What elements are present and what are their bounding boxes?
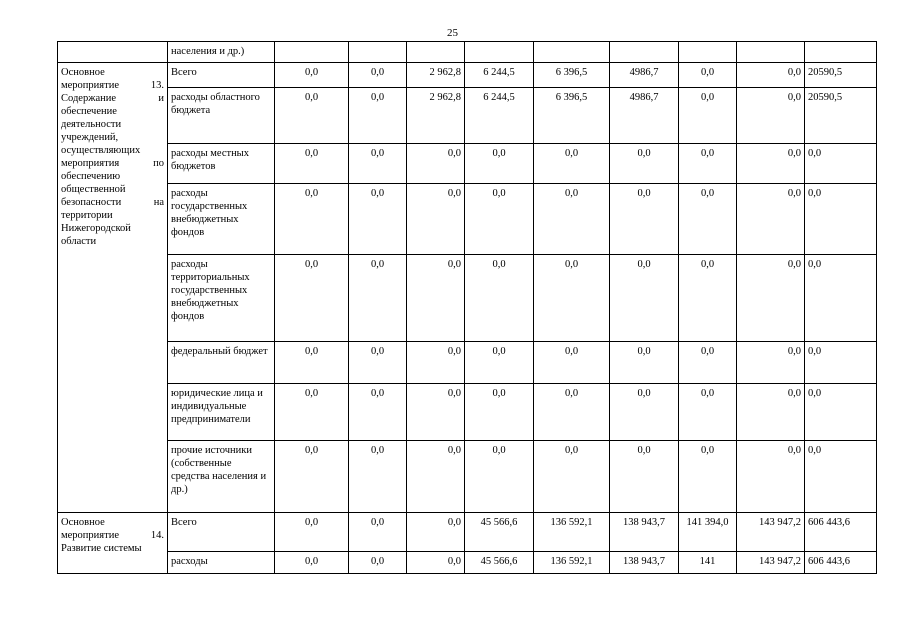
page-number: 25 bbox=[447, 27, 458, 39]
value-cell: 0,0 bbox=[275, 184, 349, 255]
value-cell: 0,0 bbox=[610, 441, 679, 513]
value-cell: 0,0 bbox=[349, 88, 407, 144]
value-cell: 0,0 bbox=[679, 342, 737, 384]
funding-source-cell: федеральный бюджет bbox=[168, 342, 275, 384]
value-cell: 0,0 bbox=[679, 144, 737, 184]
value-cell: 0,0 bbox=[737, 342, 805, 384]
table-row bbox=[58, 63, 877, 88]
value-cell: 136 592,1 bbox=[534, 513, 610, 552]
value-cell: 0,0 bbox=[534, 441, 610, 513]
funding-source-cell: расходы территориальных государственных внебюджетных фондов bbox=[168, 255, 275, 342]
value-cell: 0,0 bbox=[275, 88, 349, 144]
value-cell: 0,0 bbox=[534, 255, 610, 342]
value-cell: 0,0 bbox=[737, 184, 805, 255]
funding-source-cell: юридические лица и индивидуальные предприниматели bbox=[168, 384, 275, 441]
table-row bbox=[58, 144, 877, 184]
value-cell: 6 396,5 bbox=[534, 88, 610, 144]
value-cell: 0,0 bbox=[679, 184, 737, 255]
value-cell: 0,0 bbox=[275, 552, 349, 574]
value-cell: 606 443,6 bbox=[805, 513, 877, 552]
table-row bbox=[58, 513, 877, 552]
value-cell: 0,0 bbox=[737, 441, 805, 513]
value-cell: 0,0 bbox=[737, 384, 805, 441]
value-cell: 0,0 bbox=[275, 384, 349, 441]
value-cell: 0,0 bbox=[805, 255, 877, 342]
value-cell: 143 947,2 bbox=[737, 552, 805, 574]
value-cell: 6 244,5 bbox=[465, 88, 534, 144]
table-row bbox=[58, 184, 877, 255]
value-cell: 0,0 bbox=[407, 552, 465, 574]
value-cell: 0,0 bbox=[465, 384, 534, 441]
value-cell: 0,0 bbox=[407, 144, 465, 184]
value-cell: 138 943,7 bbox=[610, 552, 679, 574]
value-cell: 136 592,1 bbox=[534, 552, 610, 574]
value-cell: 2 962,8 bbox=[407, 63, 465, 88]
value-cell: 0,0 bbox=[737, 255, 805, 342]
activity-cell bbox=[58, 42, 168, 63]
table-row bbox=[58, 42, 877, 63]
funding-source-cell: населения и др.) bbox=[168, 42, 275, 63]
value-cell: 0,0 bbox=[805, 441, 877, 513]
table-row bbox=[58, 88, 877, 144]
value-cell: 141 bbox=[679, 552, 737, 574]
value-cell: 45 566,6 bbox=[465, 552, 534, 574]
value-cell: 0,0 bbox=[349, 513, 407, 552]
value-cell: 6 396,5 bbox=[534, 63, 610, 88]
value-cell: 0,0 bbox=[275, 441, 349, 513]
value-cell: 0,0 bbox=[275, 342, 349, 384]
budget-table bbox=[57, 41, 877, 574]
value-cell: 0,0 bbox=[407, 441, 465, 513]
value-cell: 0,0 bbox=[679, 255, 737, 342]
value-cell: 0,0 bbox=[349, 552, 407, 574]
activity-cell: Основное мероприятие 13. Содержание и обеспечение деятельности учреждений, осуществляющих мероприятия по обеспечению общественной безопасности на территории Нижегородской области bbox=[58, 63, 168, 513]
value-cell: 0,0 bbox=[534, 384, 610, 441]
value-cell: 0,0 bbox=[737, 88, 805, 144]
value-cell: 0,0 bbox=[805, 342, 877, 384]
funding-source-cell: прочие источники (собственные средства населения и др.) bbox=[168, 441, 275, 513]
table-row bbox=[58, 441, 877, 513]
value-cell: 0,0 bbox=[407, 255, 465, 342]
value-cell: 0,0 bbox=[465, 144, 534, 184]
value-cell: 0,0 bbox=[407, 342, 465, 384]
value-cell: 0,0 bbox=[679, 384, 737, 441]
value-cell: 4986,7 bbox=[610, 88, 679, 144]
value-cell: 0,0 bbox=[610, 384, 679, 441]
value-cell: 0,0 bbox=[275, 255, 349, 342]
value-cell: 0,0 bbox=[805, 184, 877, 255]
value-cell: 0,0 bbox=[465, 255, 534, 342]
value-cell: 0,0 bbox=[610, 144, 679, 184]
value-cell: 2 962,8 bbox=[407, 88, 465, 144]
value-cell: 0,0 bbox=[610, 342, 679, 384]
value-cell: 0,0 bbox=[407, 513, 465, 552]
value-cell: 0,0 bbox=[275, 513, 349, 552]
value-cell: 0,0 bbox=[349, 144, 407, 184]
value-cell: 0,0 bbox=[679, 88, 737, 144]
value-cell: 20590,5 bbox=[805, 88, 877, 144]
value-cell: 0,0 bbox=[349, 384, 407, 441]
funding-source-cell: расходы областного бюджета bbox=[168, 88, 275, 144]
value-cell: 0,0 bbox=[737, 144, 805, 184]
table-row bbox=[58, 384, 877, 441]
value-cell: 0,0 bbox=[465, 342, 534, 384]
funding-source-cell: Всего bbox=[168, 513, 275, 552]
value-cell: 143 947,2 bbox=[737, 513, 805, 552]
funding-source-cell: расходы государственных внебюджетных фондов bbox=[168, 184, 275, 255]
funding-source-cell: расходы bbox=[168, 552, 275, 574]
value-cell: 0,0 bbox=[465, 441, 534, 513]
value-cell: 0,0 bbox=[610, 255, 679, 342]
value-cell: 20590,5 bbox=[805, 63, 877, 88]
table-row bbox=[58, 552, 877, 574]
value-cell: 0,0 bbox=[349, 184, 407, 255]
value-cell: 0,0 bbox=[534, 144, 610, 184]
value-cell: 0,0 bbox=[349, 63, 407, 88]
value-cell: 0,0 bbox=[534, 184, 610, 255]
value-cell: 0,0 bbox=[679, 441, 737, 513]
value-cell: 0,0 bbox=[737, 63, 805, 88]
value-cell: 141 394,0 bbox=[679, 513, 737, 552]
table-row bbox=[58, 342, 877, 384]
value-cell: 0,0 bbox=[610, 184, 679, 255]
value-cell: 0,0 bbox=[349, 255, 407, 342]
value-cell: 0,0 bbox=[349, 441, 407, 513]
funding-source-cell: Всего bbox=[168, 63, 275, 88]
value-cell: 0,0 bbox=[465, 184, 534, 255]
value-cell: 0,0 bbox=[534, 342, 610, 384]
funding-source-cell: расходы местных бюджетов bbox=[168, 144, 275, 184]
value-cell: 0,0 bbox=[805, 384, 877, 441]
value-cell: 0,0 bbox=[349, 342, 407, 384]
value-cell: 4986,7 bbox=[610, 63, 679, 88]
value-cell: 0,0 bbox=[407, 384, 465, 441]
activity-cell: Основное мероприятие 14. Развитие системы bbox=[58, 513, 168, 574]
value-cell: 606 443,6 bbox=[805, 552, 877, 574]
value-cell: 0,0 bbox=[275, 144, 349, 184]
value-cell: 0,0 bbox=[679, 63, 737, 88]
value-cell: 138 943,7 bbox=[610, 513, 679, 552]
value-cell: 0,0 bbox=[407, 184, 465, 255]
value-cell: 45 566,6 bbox=[465, 513, 534, 552]
value-cell: 0,0 bbox=[805, 144, 877, 184]
table-row bbox=[58, 255, 877, 342]
value-cell: 6 244,5 bbox=[465, 63, 534, 88]
value-cell: 0,0 bbox=[275, 63, 349, 88]
